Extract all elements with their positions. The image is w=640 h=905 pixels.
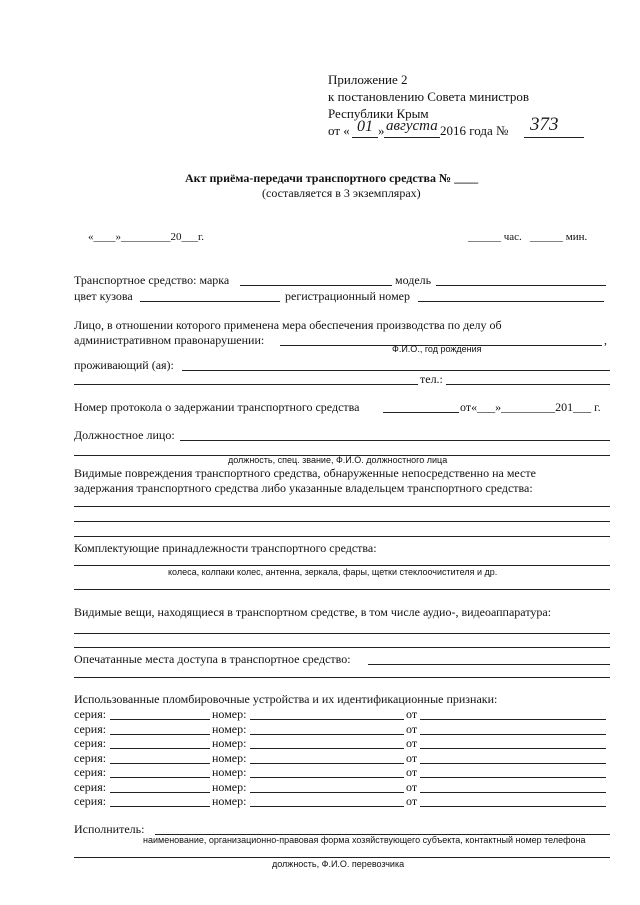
damage-field-1 xyxy=(74,506,610,507)
seal-from-field xyxy=(420,763,606,764)
seal-from-label: от xyxy=(406,794,418,808)
seal-from-field xyxy=(420,792,606,793)
seal-number-field xyxy=(250,806,404,807)
seal-series-label: серия: xyxy=(74,765,107,779)
person-text-line2: административном правонарушении: xyxy=(74,333,265,347)
seal-from-label: от xyxy=(406,765,418,779)
damage-text-line1: Видимые повреждения транспортного средства, обнаруженные непосредственно на месте xyxy=(74,466,536,480)
act-subtitle: (составляется в 3 экземплярах) xyxy=(262,186,421,200)
seal-series-label: серия: xyxy=(74,721,107,736)
executor-field-2 xyxy=(74,857,610,858)
seal-series-field xyxy=(110,734,210,735)
sealed-field-1 xyxy=(368,664,610,665)
seal-series-label: серия: xyxy=(74,736,107,750)
seal-from-label: от xyxy=(406,707,418,721)
resolution-day-handwritten: 01 xyxy=(357,118,373,135)
seal-series-label: серия: xyxy=(74,794,107,808)
items-field-2 xyxy=(74,647,610,648)
resolution-date-mid: » xyxy=(378,123,385,138)
person-hint: Ф.И.О., год рождения xyxy=(392,344,482,354)
seal-from-field xyxy=(420,806,606,807)
protocol-number-field xyxy=(383,412,459,413)
official-hint: должность, спец. звание, Ф.И.О. должностного лица xyxy=(228,455,448,465)
seal-number-field xyxy=(250,777,404,778)
act-date: «____»_________20___г. xyxy=(88,231,205,243)
act-title: Акт приёма-передачи транспортного средства № ____ xyxy=(185,171,479,185)
resolution-month-handwritten: августа xyxy=(386,118,438,134)
seal-number-field xyxy=(250,719,404,720)
seal-from-field xyxy=(420,734,606,735)
seal-from-label: от xyxy=(406,750,418,765)
vehicle-reg-label: регистрационный номер xyxy=(285,289,410,303)
seal-number-field xyxy=(250,792,404,793)
executor-label: Исполнитель: xyxy=(74,822,145,836)
seal-number-field xyxy=(250,734,404,735)
vehicle-reg-field xyxy=(418,301,604,302)
seals-label: Использованные пломбировочные устройства и их идентификационные признаки: xyxy=(74,692,498,706)
seal-series-field xyxy=(110,806,210,807)
accessories-field-1 xyxy=(74,565,610,566)
vehicle-model-field xyxy=(436,285,606,286)
seal-number-label: номер: xyxy=(212,779,247,794)
sealed-label: Опечатанные места доступа в транспортное средство: xyxy=(74,652,351,666)
seal-number-label: номер: xyxy=(212,750,247,765)
day-underline xyxy=(352,137,378,138)
seal-number-label: номер: xyxy=(212,794,247,808)
accessories-field-2 xyxy=(74,589,610,590)
vehicle-brand-label: Транспортное средство: марка xyxy=(74,273,230,287)
act-minute: ______ мин. xyxy=(530,231,588,243)
vehicle-brand-field xyxy=(240,285,392,286)
seal-number-label: номер: xyxy=(212,707,247,721)
seal-series-field xyxy=(110,777,210,778)
act-hour: ______ час. xyxy=(468,231,522,243)
residing-field-1 xyxy=(182,370,610,371)
official-field-1 xyxy=(180,440,610,441)
republic-ref: Республики Крым xyxy=(328,106,429,121)
seal-number-label: номер: xyxy=(212,765,247,779)
seal-series-label: серия: xyxy=(74,779,107,794)
resolution-date-prefix: от « xyxy=(328,123,350,138)
month-underline xyxy=(384,137,440,138)
seal-series-field xyxy=(110,719,210,720)
seal-number-label: номер: xyxy=(212,736,247,750)
seal-series-field xyxy=(110,763,210,764)
seal-series-label: серия: xyxy=(74,750,107,765)
accessories-hint: колеса, колпаки колес, антенна, зеркала, фары, щетки стеклоочистителя и др. xyxy=(168,567,498,577)
seal-number-field xyxy=(250,763,404,764)
seal-from-field xyxy=(420,748,606,749)
items-label: Видимые вещи, находящиеся в транспортном средстве, в том числе аудио-, видеоаппаратура: xyxy=(74,605,552,619)
seal-series-field xyxy=(110,792,210,793)
damage-text-line2: задержания транспортного средства либо указанные владельцем транспортного средства: xyxy=(74,481,533,495)
damage-field-2 xyxy=(74,521,610,522)
resolution-ref: к постановлению Совета министров xyxy=(328,89,529,104)
resolution-year: 2016 года № xyxy=(440,123,509,138)
seal-from-label: от xyxy=(406,736,418,750)
seal-number-field xyxy=(250,748,404,749)
protocol-date: от«___»_________201___ г. xyxy=(460,400,601,414)
tel-field xyxy=(446,384,610,385)
items-field-1 xyxy=(74,633,610,634)
executor-hint-1: наименование, организационно-правовая форма хозяйствующего субъекта, контактный номер телефона xyxy=(143,835,586,845)
tel-label: тел.: xyxy=(420,372,443,386)
accessories-label: Комплектующие принадлежности транспортного средства: xyxy=(74,541,377,555)
person-text-line1: Лицо, в отношении которого применена мера обеспечения производства по делу об xyxy=(74,318,502,332)
annex-label: Приложение 2 xyxy=(328,72,408,87)
resolution-number-handwritten: 373 xyxy=(530,114,559,135)
damage-field-3 xyxy=(74,536,610,537)
vehicle-color-label: цвет кузова xyxy=(74,289,133,303)
person-comma: , xyxy=(604,333,607,347)
seal-from-label: от xyxy=(406,721,418,736)
seal-number-label: номер: xyxy=(212,721,247,736)
vehicle-model-label: модель xyxy=(395,273,432,287)
protocol-label: Номер протокола о задержании транспортного средства xyxy=(74,400,360,414)
seal-from-label: от xyxy=(406,779,418,794)
seal-from-field xyxy=(420,719,606,720)
residing-label: проживающий (ая): xyxy=(74,358,174,372)
seal-series-label: серия: xyxy=(74,707,107,721)
seal-from-field xyxy=(420,777,606,778)
executor-hint-2: должность, Ф.И.О. перевозчика xyxy=(272,859,405,869)
vehicle-color-field xyxy=(140,301,280,302)
number-underline xyxy=(524,137,584,138)
seal-series-field xyxy=(110,748,210,749)
official-label: Должностное лицо: xyxy=(74,428,175,442)
sealed-field-2 xyxy=(74,677,610,678)
residing-field-2 xyxy=(74,384,418,385)
